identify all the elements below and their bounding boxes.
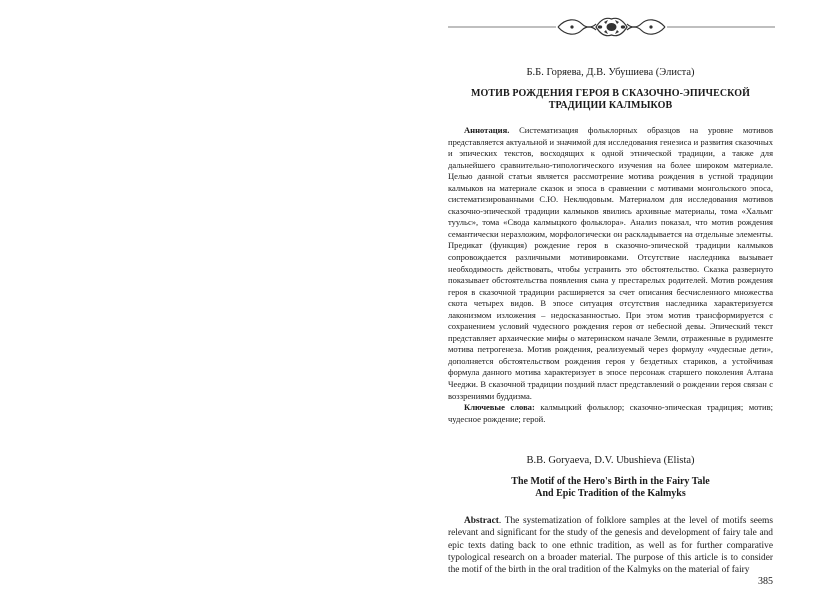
abstract-russian [448,125,773,425]
keywords-ru-paragraph [448,402,773,425]
title-en-line-1: The Motif of the Hero's Birth in the Fairy Tale [511,476,710,487]
header-ornament [448,14,775,40]
abstract-ru-label: Аннотация. [464,125,510,135]
abstract-english [448,515,773,576]
title-ru-line-2: ТРАДИЦИИ КАЛМЫКОВ [548,100,673,111]
title-ru-line-1: МОТИВ РОЖДЕНИЯ ГЕРОЯ В СКАЗОЧНО-ЭПИЧЕСКОЙ [470,88,751,99]
abstract-ru-paragraph [448,125,773,402]
abstract-en-label: Abstract [464,516,499,526]
floral-ornament-icon [448,14,775,40]
title-en-line-2: And Epic Tradition of the Kalmyks [535,488,686,499]
abstract-en-paragraph [448,515,773,576]
authors-russian: Б.Б. Горяева, Д.В. Убушиева (Элиста) [526,67,695,78]
abstract-en-text: . The systematization of folklore samples at the level of motifs seems relevant and significant for the study of the genesis and development of fairy tale and epic texts dating back to one ethnic tradition, as well as for further comparative typological research on a broader material. The purpose of this article is to consider the motif of the birth in the oral tradition of the Kalmyks on the material of fairy [448,516,773,576]
abstract-ru-text: Систематизация фольклорных образцов на уровне мотивов представляется актуальной и значимой для исследования генезиса и развития сказочных и эпических текстов, восходящих к одной этнической традиции, а также для дальнейшего сравнительно-типологического изучения на более широком материале. Целью данной статьи является рассмотрение мотива рождения в устной традиции калмыков на материале сказок и эпоса в сравнении с мотивами монгольского эпоса, систематизированными С.Ю. Неклюдовым. Материалом для исследования мотивов сказочно-эпической традиции калмыков явились архивные материалы, тома «Хальмг туульс», тома «Свода калмыцкого фольклора». Анализ показал, что мотив рождения семантически неразложим, морфологически он раскладывается на отдельные элементы. Предикат (функция) рождение героя в сказочно-эпической традиции калмыков сопровождается различными мотивировками. Отсутствие наследника вызывает необходимость действовать, чтобы устранить это обстоятельство. Сказка развернуто показывает обстоятельства появления сына у престарелых родителей. Мотив рождения героя в сказочной традиции расширяется за счет описания бесчисленного множества скота четырех видов. В эпосе ситуация отсутствия наследника характеризуется лаконизмом изложения – недосказанностью. При этом мотив трансформируется с сохранением условий чудесного рождения героя от небесной девы. Эпический текст представляет архаические мифы о материнском начале Земли, отраженные в рудименте мотива петрогенеза. Мотив рождения, реализуемый через формулу «чудесные дети», дополняется обстоятельством рождения героя у бездетных стариков, а устойчивая формула данного мотива характеризует в эпосе персонаж старшего поколения Алтана Чееджи. В сказочной традиции поздний пласт представлений о рождении героя связан с воззрениями буддизма. [448,125,773,401]
keywords-ru-label: Ключевые слова: [464,402,535,413]
keywords-ru-text: калмыцкий фольклор; сказочно-эпическая традиция; мотив; чудесное рождение; герой. [448,402,774,424]
authors-english: B.B. Goryaeva, D.V. Ubushieva (Elista) [526,455,695,466]
article-title-english [448,476,773,500]
article-title-russian [448,88,773,112]
page-number: 385 [758,576,773,587]
